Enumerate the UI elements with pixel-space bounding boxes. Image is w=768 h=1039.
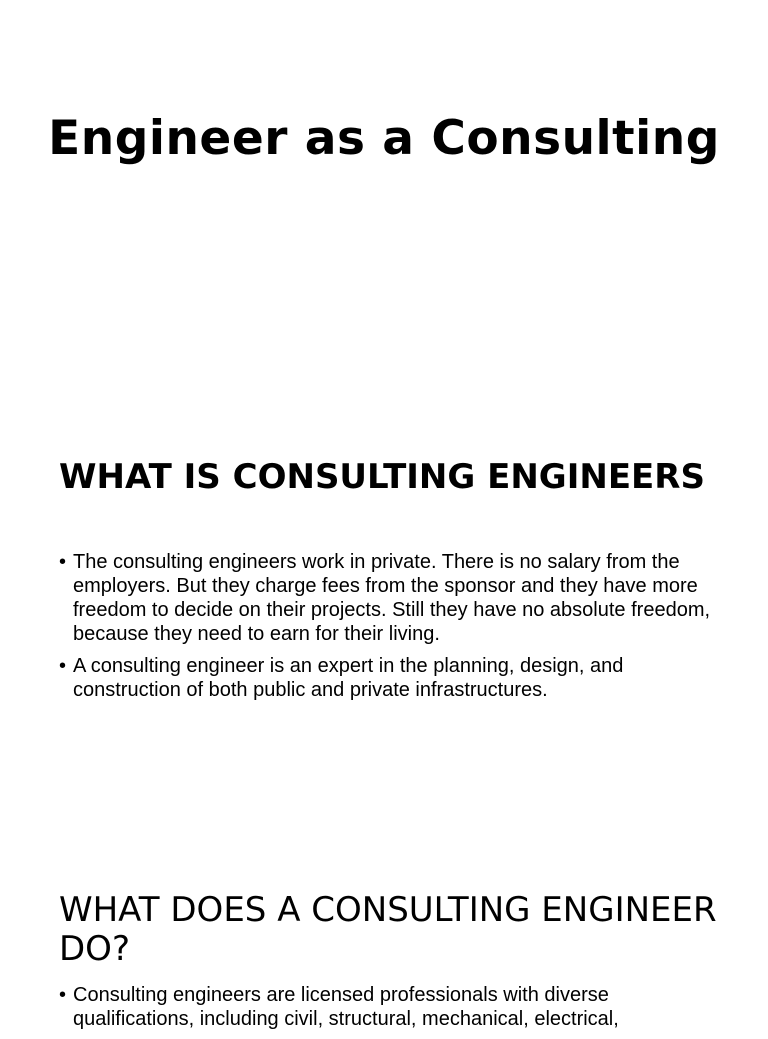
bullet-text: A consulting engineer is an expert in the planning, design, and construction of both public and private infrastructures.: [73, 655, 624, 701]
bullet-item: [59, 654, 719, 702]
bullet-icon: •: [59, 984, 67, 1006]
slide-what-does-consulting-engineer-do: [0, 816, 768, 1030]
bullet-icon: •: [59, 551, 67, 573]
bullet-list: [59, 550, 719, 710]
bullet-text: The consulting engineers work in private. There is no salary from the employers. But they charge fees from the sponsor and they have more freedom to decide on their projects. Still they have no absolute freedom, because they need to earn for their living.: [73, 551, 711, 645]
section-heading: WHAT IS CONSULTING ENGINEERS: [59, 457, 705, 497]
slide-what-is-consulting-engineers: [0, 384, 768, 816]
bullet-list: [59, 983, 719, 1039]
bullet-text: Consulting engineers are licensed professionals with diverse qualifications, including civil, structural, mechanical, electrical,: [73, 984, 619, 1030]
section-heading: WHAT DOES A CONSULTING ENGINEER DO?: [59, 890, 717, 969]
slide-title: [0, 0, 768, 384]
bullet-item: [59, 550, 719, 646]
presentation-title: Engineer as a Consulting: [48, 111, 720, 166]
bullet-icon: •: [59, 655, 67, 677]
